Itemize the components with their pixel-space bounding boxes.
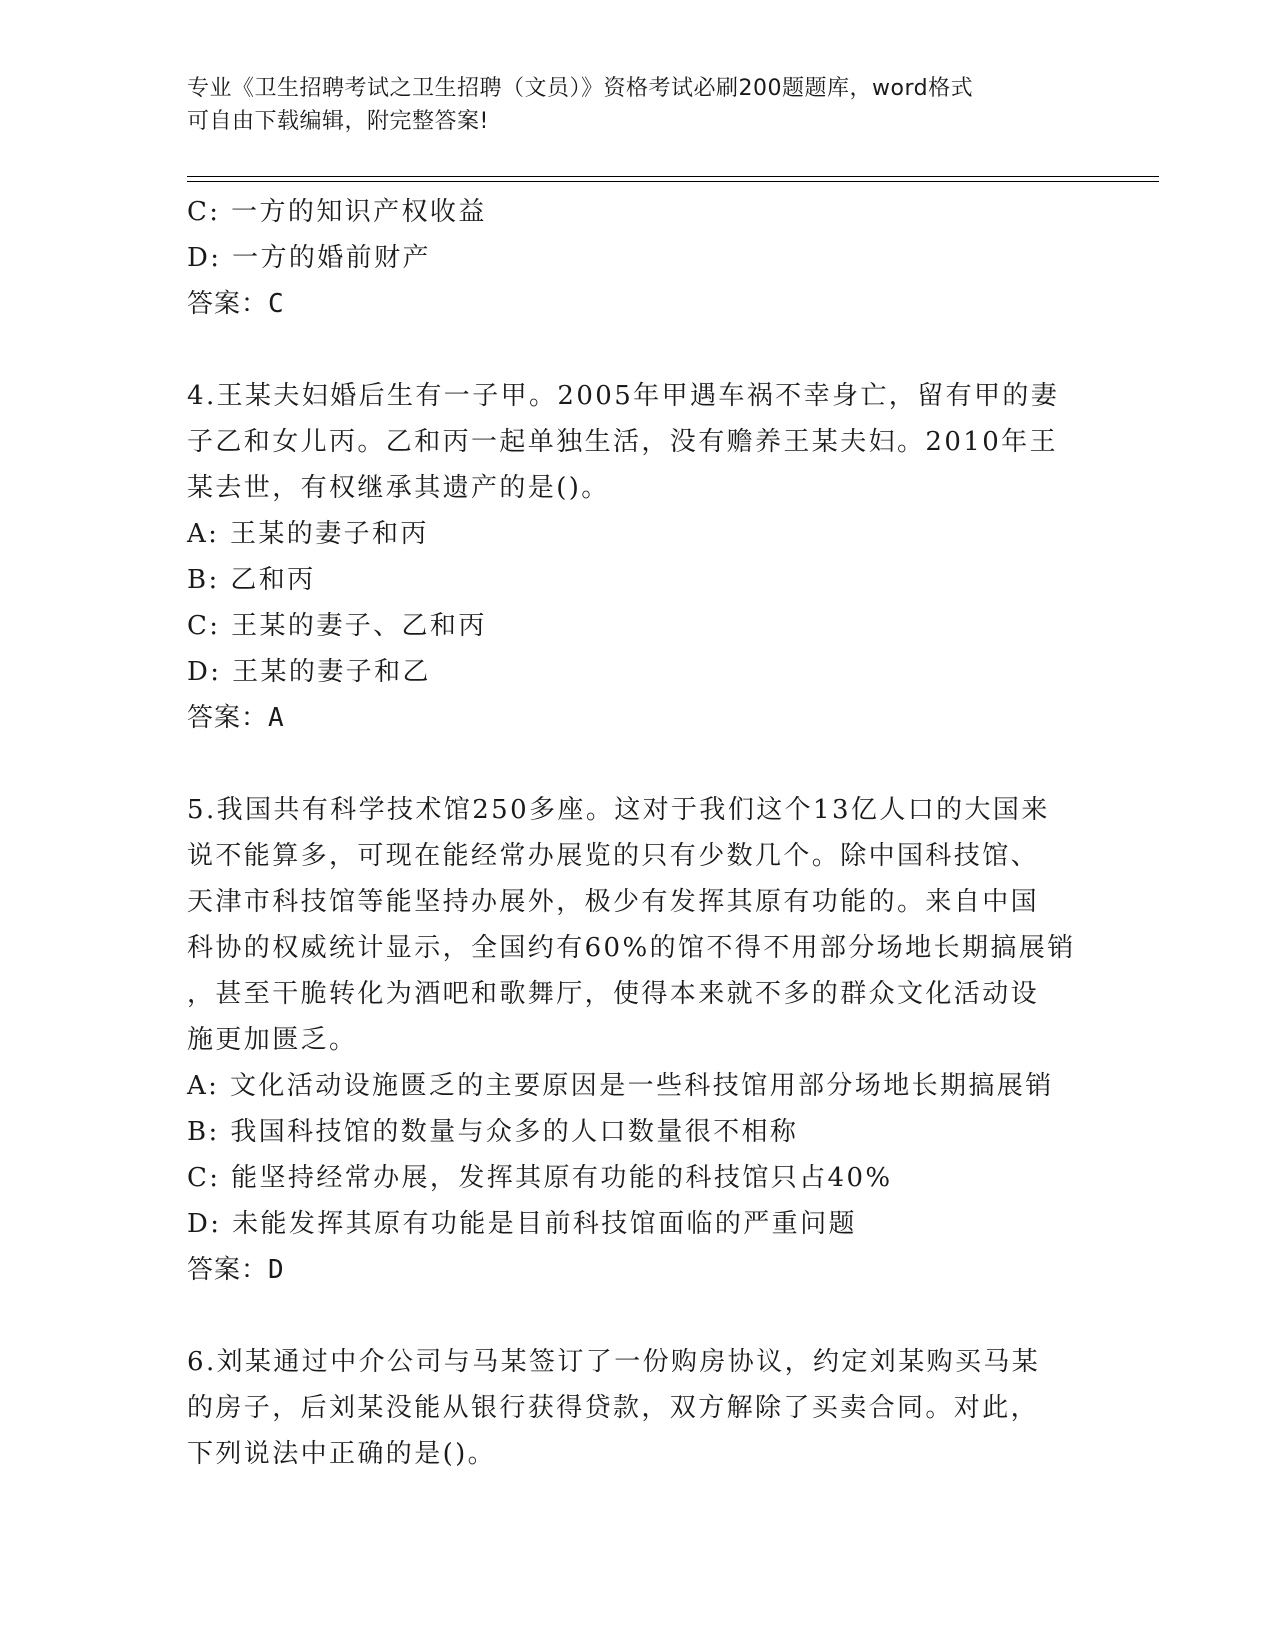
question-stem-line: 科协的权威统计显示，全国约有60%的馆不得不用部分场地长期搞展销 — [187, 933, 1076, 963]
header-line: 专业《卫生招聘考试之卫生招聘（文员）》资格考试必刷200题题库，word格式 — [187, 76, 974, 101]
option-a: A: 王某的妻子和丙 — [187, 519, 429, 549]
question-5-block — [187, 787, 1087, 1293]
question-6-block — [187, 1339, 1087, 1477]
option-b: B: 乙和丙 — [187, 565, 316, 595]
option-d: D: 一方的婚前财产 — [187, 243, 431, 273]
question-stem-line: 下列说法中正确的是()。 — [187, 1439, 497, 1469]
question-stem-line: 4.王某夫妇婚后生有一子甲。2005年甲遇车祸不幸身亡，留有甲的妻 — [187, 381, 1060, 411]
option-c: C: 一方的知识产权收益 — [187, 197, 487, 227]
option-d: D: 王某的妻子和乙 — [187, 657, 431, 687]
question-stem-line: 6.刘某通过中介公司与马某签订了一份购房协议，约定刘某购买马某 — [187, 1347, 1041, 1377]
document-body — [187, 189, 1087, 1477]
option-d: D: 未能发挥其原有功能是目前科技馆面临的严重问题 — [187, 1209, 857, 1239]
question-stem-line: 天津市科技馆等能坚持办展外，极少有发挥其原有功能的。来自中国 — [187, 887, 1040, 917]
option-c: C: 能坚持经常办展，发挥其原有功能的科技馆只占40% — [187, 1163, 893, 1193]
spacer — [187, 1293, 1087, 1339]
option-b: B: 我国科技馆的数量与众多的人口数量很不相称 — [187, 1117, 799, 1147]
spacer — [187, 327, 1087, 373]
answer-label: 答案： — [187, 289, 269, 319]
option-c: C: 王某的妻子、乙和丙 — [187, 611, 487, 641]
header-divider — [187, 176, 1159, 177]
question-stem-line: 施更加匮乏。 — [187, 1025, 358, 1055]
question-stem-line: 说不能算多，可现在能经常办展览的只有少数几个。除中国科技馆、 — [187, 841, 1040, 871]
answer-line — [187, 1247, 1087, 1293]
header-divider — [187, 181, 1159, 182]
question-3-block — [187, 189, 1087, 327]
answer-line — [187, 695, 1087, 741]
question-stem-line: 子乙和女儿丙。乙和丙一起单独生活，没有赡养王某夫妇。2010年王 — [187, 427, 1058, 457]
spacer — [187, 741, 1087, 787]
answer-line — [187, 281, 1087, 327]
answer-label: 答案： — [187, 703, 269, 733]
answer-label: 答案： — [187, 1255, 269, 1285]
answer-value: A — [268, 703, 285, 733]
question-4-block — [187, 373, 1087, 741]
document-header — [187, 72, 1087, 138]
question-stem-line: 5.我国共有科学技术馆250多座。这对于我们这个13亿人口的大国来 — [187, 795, 1050, 825]
header-line: 可自由下载编辑，附完整答案! — [187, 109, 489, 134]
question-stem-line: ，甚至干脆转化为酒吧和歌舞厅，使得本来就不多的群众文化活动设 — [187, 979, 1040, 1009]
option-a: A: 文化活动设施匮乏的主要原因是一些科技馆用部分场地长期搞展销 — [187, 1071, 1054, 1101]
question-stem-line: 某去世，有权继承其遗产的是()。 — [187, 473, 610, 503]
question-stem-line: 的房子，后刘某没能从银行获得贷款，双方解除了买卖合同。对此， — [187, 1393, 1040, 1423]
answer-value: D — [268, 1255, 285, 1285]
answer-value: C — [268, 289, 285, 319]
